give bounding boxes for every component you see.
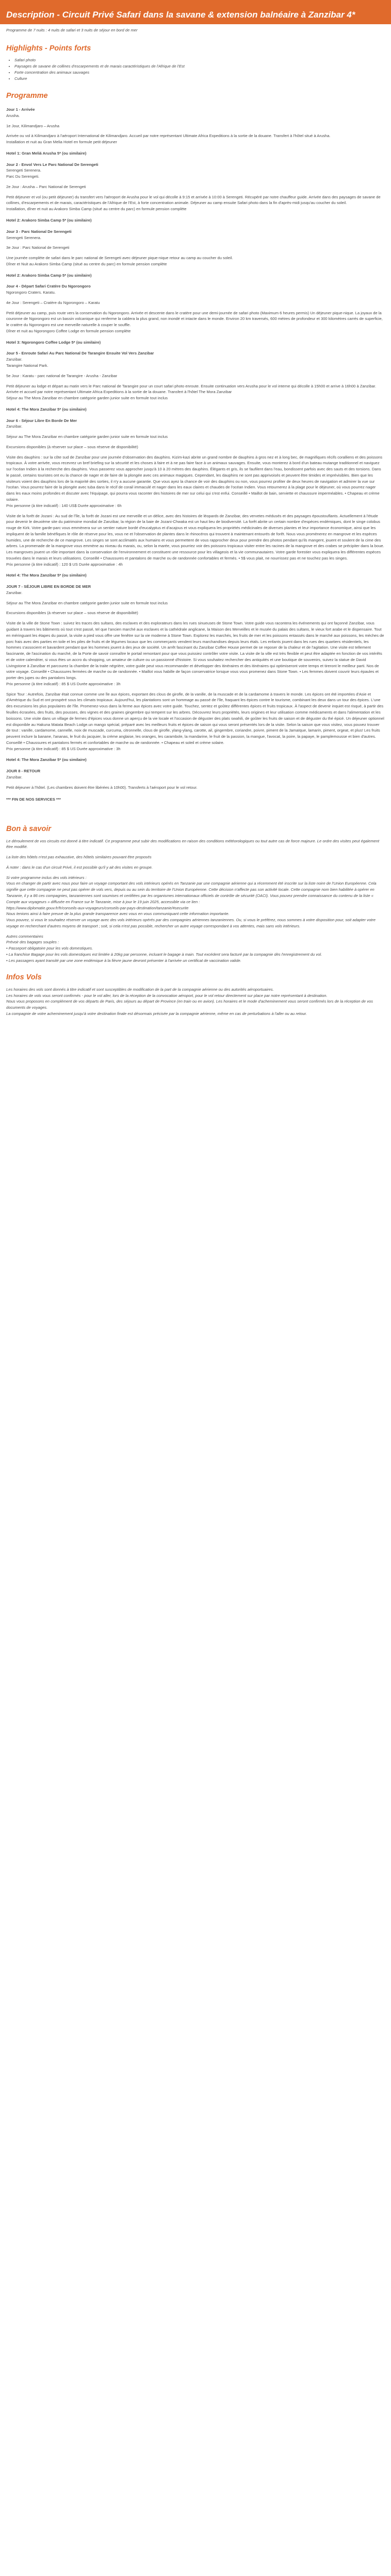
day-block	[6, 162, 385, 224]
day-hotel: Hotel 2: Arakoro Simba Camp 5* (ou similaire)	[6, 273, 92, 278]
day-paragraph: Visite des dauphins : sur la côte sud de Zanzibar pour une journée d'observation des dauphins. Kizim-kazi abrite un grand nombre de dauphins à gros nez et à long bec, de magnifiques récifs coralliens et des poissons tropicaux. À votre arrivée, vous recevrez un bref briefing sur la sécurité et les choses à faire et à ne pas faire face à un animaux sauvages. Ensuite, vous monterez à bord d'un bateau mutange traditionnel et naviguez sur l'océan Indien à la recherche des dauphins. Vous passerez vous approcher jusqu'à 10 à 20 mètres des dauphins. Élégants et gris, ils se faufilent dans l'eau, bondissent parfois avec des sauts et des torsions. Dans le passé, certains touristes ont eu la chance de nager et de faire de la plongée avec ces animaux magiques. Cependant, les dauphins ne sont pas apprivoisés et peuvent être timides et imprévisibles. Bien que les visiteurs voient des dauphins lors de la majorité des sorties, il n'y a aucune garantie. Que vous ayez la chance de voir des dauphins ou non, vous pourrez profiter de deux heures de navigation et admirer la vue sur l'océan. Vous pourrez faire de la plongée avec tuba dans le récif de corail immaculé et nager dans les eaux claires et chaudes de l'océan Indien. Vous retournerez à la plage pour le déjeuner, où vous pourrez nager dans les eaux moins profondes et discuter avec l'équipage, qui pourra vous raconter des histoires de mer sur celui qui s'est enfui. Conseillé • Maillot de bain, serviette et chaussure imperméables. • Chapeau et crème solaire. Prix personne (à titre indicatif) : 140 US$ Durée approximative : 6h	[6, 454, 383, 508]
page	[0, 0, 391, 1021]
day-paragraph: Petit déjeuner au camp, puis route vers la conservation du Ngorongoro. Arrivée et descente dans le cratère pour une demi-journée de safari photo (Maximum 6 heures permis) Un déjeuner pique-nique. La joyaux de la couronne de Ngorongoro est un bassin volcanique qui renferme la caldera la plus grand, non inondé et intacte dans le monde. Environ 20 km traversés, 600 mètres de profondeur et 300 kilomètres carrés de superficie, le cratère du Ngorongoro est une merveille naturelle à couper le souffle. Dîner et nuit au Ngorongoro Coffee Lodge en formule pension complète	[6, 310, 383, 333]
day-title: JOUR 7 - SÉJOUR LIBRE EN BORDE DE MER	[6, 584, 91, 589]
day-title: Jour 3 - Parc National De Serengeti	[6, 229, 72, 234]
day-location: Ngorongoro Craters. Karatu.	[6, 290, 56, 295]
day-paragraph: 5e Jour : Karatu - parc national de Tarangire - Arusha - Zanzibar	[6, 373, 118, 378]
day-hotel: Hotel 3: Ngorongoro Coffee Lodge 5* (ou similaire)	[6, 340, 101, 345]
highlights-title: Highlights - Points forts	[6, 44, 91, 53]
bon-a-savoir-paragraph: Si votre programme inclus des vols intérieurs : Vous en changer de partir avec nous pour faire un voyage comportant des vols intérieurs opérés en Tanzanie par une compagnie aérienne qui a récemment été inscrite sur la liste noire de l'Union Européenne. Cela signifie que cette compagnie ne peut pas opérer de vols vers, depuis ou au sein du territoire de l'Union Européenne. Cette décision n'affecte pas son activité locale. Cette compagnie nom bien habilitée à opérer en Tanzanie, il y a 86 ces compagnies, tanzaniennes sont soumises et certifiées par les organismes internationaux officiels de contrôle de sécurité (OACI). Vous pouvez prendre connaissance du contenu de la liste « Compte aux voyageurs » diffusée en France sur le Tanzanie, mise à jour le 19 juin 2025, accessible via ce lien : https://www.diplomatie.gouv.fr/fr/conseils-aux-voyageurs/conseils-par-pays-destination/tanzanie/#securite Nous tenions ainsi à faire preuve de la plus grande transparence avec vous en vous communiquant cette information importante. Vous pouvez, si vous le souhaitez réserver un voyage avec des vols intérieurs opérés par des compagnies aériennes tanzaniennes. Ou, si vous le préférez, nous sommes à votre disposition pour, soit adapter votre voyage en recherchant d'autres moyens de transport ; soit, si cela n'est pas possible, rechercher un autre voyage correspondant à vos attentes, mais sans vols intérieurs.	[6, 875, 377, 928]
day-location: Zanzibar. Tarangire National Park.	[6, 357, 48, 368]
bon-a-savoir-paragraph: La liste des hôtels n'est pas exhaustive, des hôtels similaires pouvant être proposés	[6, 855, 152, 860]
day-block	[6, 107, 385, 157]
day-block	[6, 584, 385, 763]
day-paragraph: Petit déjeuner au lodge et départ au matin vers le Parc national de Tarangire pour un court safari photo enroute. Ensuite continuation vers Arusha pour le vol interne qui décolle à 15h00 et arrive à 16h00 à Zanzibar. Arrivée et accueil par notre représentant Ultimate Africa Expeditions à la sortie de la douane. Transfert à l'hôtel The Mora Zanzibar Séjour au The Mora Zanzibar en chambre catégorie garden junior suite en formule tout inclus	[6, 383, 377, 401]
bon-a-savoir-title: Bon à savoir	[6, 825, 52, 834]
highlight-item: • Paysages de savane de collines d'escarpements et de marais caractéristiques de l'Afrique de l'Est	[14, 63, 385, 70]
bon-a-savoir-paragraph: Autres commentaires Prévoir des bagages souples : • Passeport obligatoire pour les vols domestiques. • La franchise Bagage pour les vols domestiques est limitée à 20kg par personne, incluant le bagage à main. Tout excédent sera facturé par la compagnie dès l'enregistrement du vol. • Les passagers ayant transité par une zone endémique à la fièvre jaune devront présenter à l'arrivée un certificat de vaccination valide.	[6, 934, 322, 963]
day-title: Jour 6 - Séjour Libre En Borde De Mer	[6, 418, 77, 423]
intro-text: Programme de 7 nuits : 4 nuits de safari et 3 nuits de séjour en bord de mer	[6, 28, 138, 33]
day-location: Zanzibar.	[6, 774, 23, 779]
bon-a-savoir-paragraph: À noter : dans le cas d'un circuit Privé, il est possible qu'il y ait des visites en groupe.	[6, 865, 153, 870]
highlight-item: • Forte concentration des animaux sauvages	[14, 70, 385, 76]
day-location: Serengeti Serenera.	[6, 235, 41, 240]
day-hotel: Hotel 4: The Mora Zanzibar 5* (ou similaire)	[6, 757, 87, 762]
day-paragraph: Arrivée ou vol à Kilimandjaro à l'aéroport International de Kilimandjaro. Accueil par notre représentant Ultimate Africa Expeditions à la sortie de la douane. Transfert à l'hôtel situé à Arusha. Installation et nuit au Gran Melia Hotel en formule petit déjeuner	[6, 133, 331, 145]
day-location: Arusha.	[6, 113, 20, 118]
day-hotel: Hotel 1: Gran Meliá Arusha 5* (ou similaire)	[6, 150, 87, 156]
infos-vols-title: Infos Vols	[6, 973, 42, 982]
programme-days	[0, 107, 391, 790]
day-block	[6, 229, 385, 279]
day-title: Jour 2 - Envol Vers Le Parc National De Serengeti	[6, 162, 99, 167]
bon-a-savoir-paragraph: Le déroulement de vos circuits est donné à titre indicatif. Ce programme peut subir des modifications en raison des conditions météorologiques ou tout autre cas de force majeure. Le ordre des visites peut également être modifié.	[6, 838, 381, 850]
day-location: Serengeti Serenera. Parc Du Serengeti.	[6, 168, 41, 179]
day-hotel: Hotel 4: The Mora Zanzibar 5* (ou similaire)	[6, 406, 87, 412]
day-hotel: Hotel 2: Arakoro Simba Camp 5* (ou similaire)	[6, 217, 92, 223]
day-paragraph: 2e Jour : Arusha – Parc National de Serengeti	[6, 184, 86, 189]
day-title: JOUR 8 - RETOUR	[6, 769, 41, 774]
day-title: Jour 4 - Départ Safari Cratère Du Ngorongoro	[6, 284, 91, 289]
day-block	[6, 350, 385, 412]
day-paragraph: 3e Jour : Parc National de Serengeti	[6, 245, 70, 250]
page-title: Description - Circuit Privé Safari dans la savane & extension balnéaire à Zanzibar 4*	[0, 0, 391, 24]
day-paragraph: Séjour au The Mora Zanzibar en chambre catégorie garden junior suite en formule tout inclus	[6, 600, 168, 605]
infos-vols-body	[6, 987, 385, 1017]
day-paragraph: Séjour au The Mora Zanzibar en chambre catégorie garden junior suite en formule tout inclus	[6, 434, 168, 439]
day-location: Zanzibar.	[6, 424, 23, 429]
day-paragraph: Excursions disponibles (à réserver sur place – sous réserve de disponibilité)	[6, 444, 138, 449]
end-of-services: *** FIN DE NOS SERVICES ***	[6, 797, 61, 802]
day-title: Jour 5 - Enroute Safari Au Parc National De Tarangire Ensuite Vol Vers Zanzibar	[6, 351, 154, 356]
programme-title: Programme	[6, 91, 48, 100]
day-paragraph: Visite de la ville de Stone Town : suivez les traces des sultans, des esclaves et des explorateurs dans les rues sinueuses de Stone Town. Votre guide vous racontera les événements qui ont façonné Zanzibar, vous guidant à travers les bâtiments où tout s'est passé, tel que l'ancien marché aux esclaves et la cathédrale anglicane, la Maison des Merveilles et le musée du palais des sultans, le vieux fort arabe et le dispensaire. Tout en méringuant les étapes du passé, la visite a pied vous offre une fenêtre sur la vie moderne à Stone Town. Explorez les marchés, les fruits de mer et les poissons entassés dans le marché aux poissons, les mèches de porc frais avec des parties en toile et les piles de fruits et de légumes locaux que les commerçants vendent leurs marchandises depuis leurs étals. Les enfants jouent dans les rues des quartiers résidentiels, les hommes s'associent et bavardent pendant que les hommes jouent à des jeux de société. Un arrêt fascinant du Zanzibar Coffee House permet de se reposer de la chaleur et de l'agitation. Une visite est tellement fascinante, de l'ascination du marché, de la Porte de savoir connaître le portail remontant pour que vous puissiez contrôler votre visite. La visite de la ville est très flexible et peut être adaptée en fonction de vos intérêts et de votre calendrier, si vous êtes un accro du shopping, un amateur de culture ou un passionné d'histoire. Si vous souhaitez rechercher des antiquités et une boutique de souvenirs, suivez la statue de David Livingstone à Zanzibar et parcourez la chambre de la traite négrière, votre guide peut vous recommander et développer des itinéraires et des itinéraires qui optimiseront votre temps et tireront le meilleur parti. Nos de votre voyage. Conseillé • Chaussures fermées de marche ou de randonnée. • Maillot vous habille de façon conservatrice lorsque vous vous promenez dans Stone Town. • Les femmes doivent couvrir leurs épaules et porter des jupes ou des pantalons longs. Prix personne (à titre indicatif) : 85 $ US Durée approximative : 3h	[6, 621, 384, 686]
highlight-item: • Culture	[14, 76, 385, 82]
day-paragraph: 1e Jour, Kilimandjaro – Arusha	[6, 123, 59, 128]
day-hotel: Hotel 4: The Mora Zanzibar 5* (ou similaire)	[6, 573, 87, 578]
day-paragraph: Une journée complète de safari dans le parc national de Serengeti avec déjeuner pique-nique retour au camp au coucher du soleil. Dîner et Nuit au Arakoro Simba Camp (situé au centre du parc) en formule pension complète	[6, 256, 233, 266]
day-block	[6, 418, 385, 579]
infos-vols-paragraph: Les horaires des vols sont donnés à titre indicatif et sont susceptibles de modification de la part de la compagnie aérienne ou des autorités aéroportuaires. Les horaires de vols vous seront confirmés - pour le vol aller, lors de la réception de la convocation aéroport, pour le vol retour directement sur place par notre représentant à destination. Nous vous proposons en complément de vos départs de Paris, des séjours au départ de Province (en train ou en avion). Les horaires et le mode d'acheminement vous seront confirmés lors de la réception de vos documents de voyages. La compagnie de votre acheminement jusqu'à votre destination finale est désormais précisée par la compagnie aérienne, même en cas de perturbations à l'aller ou au retour.	[6, 987, 373, 1016]
day-paragraph: Excursions disponibles (à réserver sur place – sous réserve de disponibilité)	[6, 611, 138, 616]
highlight-item: • Safari photo	[14, 57, 385, 63]
day-paragraph: 4e Jour : Serengeti – Cratère du Ngorongoro – Karatu	[6, 300, 100, 305]
day-block	[6, 768, 385, 790]
day-block	[6, 283, 385, 345]
bon-a-savoir-body	[6, 838, 385, 964]
day-paragraph: Visite de la forêt de Jozani : Au sud de l'île, la forêt de Jozani est une merveille et un délice, avec des histoires de léopards de Zanzibar, des vervetes médusés et des paysages époustouflants. Actuellement à l'étude pour devenir le deuxième site du patrimoine mondial de Zanzibar, la région de la baie de Jozani-Chwaka est un haut lieu de biodiversité. La forêt abrite un certain nombre d'espèces endémiques, dont le singe colobus rouge de Kirk. Votre garde-parc vous emmènera sur un sentier nature bordé d'eucalyptus et d'acajous et vous expliquera les propriétés médicinales de diverses plantes et leur importance économique, ainsi que les impliquent de la famille bénéfiques le rôle de réserve pour les, vous ne et l'observation de plantes dans le rhinocéros qui trouvent à maintenant entourés de forêt. Nous vous promènerez en mangrove et les espèces humides, une de recherche de ce mangrove. Les singes se sont acclimatés aux humains et vous permettent de vous rapprocher deux pour prendre des photos pendant qu'ils mangent, jouent et soulent de la cime des arbres. La promenade de la mangrove vous emmène au niveau du marais, ou, selon la marée, vous pourriez voir des poissons tropicaux visiter entre les racines de la mangrove et des crabes se précipiter dans la boue. Les mangroves jouent un rôle important dans la conservation de l'environnement et constituent une ressource pour les villageois et la vie communautaires. Votre garde forestier vous expliquera les différentes espèces trouvées dans le marais et leurs utilisations. Conseillé • Chaussures et pantalons de marche ou de randonnée confortables et fermés. • 5$ vous plait, ne nourrissez pas et ne touchez pas les singes. Prix personne (à titre indicatif) : 120 $ US Durée approximative : 4h	[6, 513, 384, 567]
day-title: Jour 1 - Arrivée	[6, 107, 35, 112]
day-paragraph: Spice Tour : Autrefois, Zanzibar était connue comme une île aux épices, exportant des clous de girofle, de la vanille, de la muscade et de la cardamome à travers le monde. Les épices ont été importées d'Asie et d'Amérique du Sud et ont prospéré sous les climats tropicaux. Aujourd'hui, les plantations sont un hommage au passé de l'île, fraquant les épices contre le tourisme, combinant les deux dans un tour des épices. L'une des excursions les plus populaires de l'île. Promenez-vous dans la ferme aux épices avec votre guide. Touchez, sentez et goûtez différentes épices et fruits tropicaux. À l'aspect de devenir inquiet est risqué, à partir des feuilles écrasées, des fruits, des pousses, des vignes et des graines gingembre qui tempent sur les arbres. Découvrez leurs propriétés, leurs origines et leur utilisation comme médicaments et dans l'alimentation et les boissons. Une visite dans un village de fermes d'épices vous donne un aperçu de la vie locale et l'occasion de déguster des plats swahili, de goûter les fruits de saison et de déguster du thé épicé. Un déjeuner optionnel est disponible au Hakuna Matata Beach Lodge.un mango spécial, préparé avec les meilleurs fruits et épices de saison qui vous seront présentés lors de la visite. Selon la saison que vous visitez, vous pouvez trouver de tout : vanille, cardamome, cannelle, noix de muscade, curcuma, citronnelle, clous de girofle, ylang-ylang, carotte, ail, gingembre, coriandre, poivre, piment de la Jamaïque, lamarin, piment, orgeat, et plus! Les fruits peuvent inclure la banane, l'ananas, le fruit du jacquier, la crème anglaise, les oranges, les carambole, la mandarine, le fruit de la passion, la mangue, l'avocat, la poire, la papaye, le pamplemousse et bien d'autres. Conseillé • Chaussures et pantalons fermés et confortables de marche ou de randonnée. • Chapeau et soleil et crème solaire. Prix personne (à titre indicatif) : 85 $ US Durée approximative : 3h	[6, 691, 384, 751]
highlights-list	[14, 57, 385, 81]
day-location: Zanzibar.	[6, 590, 23, 595]
day-paragraph: Petit déjeuner et vol (ou petit déjeuner) du transfert vers l'aéroport de Arusha pour le vol qui décolle à 9:15 et arrivée à 10:00 à Serengeti. Récupéré par notre chauffeur guide. Arrivée dans des paysages de savane de collines, d'escarpements et de marais, caractéristiques de l'Afrique de l'Est, à forte concentration animale. Déjeuner au camp ensuite Safari photo dans la fin d'après-midi jusqu'au coucher du soleil. Installation, dîner et nuit au Arakoro Simba Camp (situé au centre du parc) en formule pension complète	[6, 194, 381, 212]
day-paragraph: Petit déjeuner à l'hôtel. (Les chambres doivent être libérées à 10h00). Transferts à l'aéroport pour le vol retour.	[6, 785, 198, 790]
